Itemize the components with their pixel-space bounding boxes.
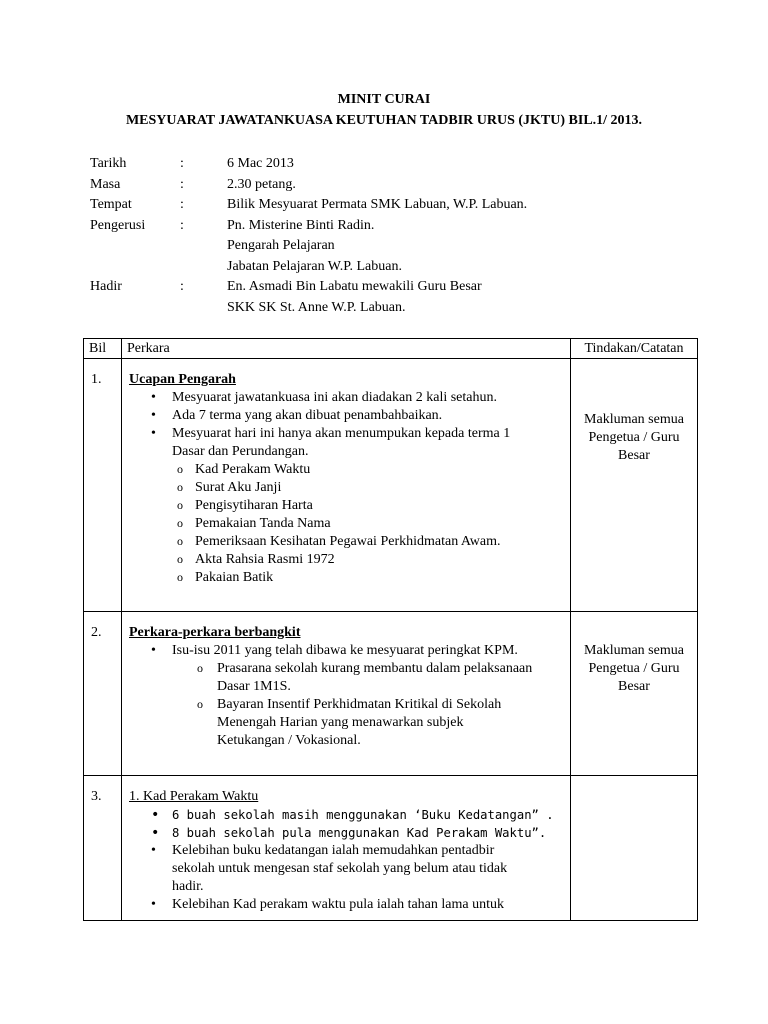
bullet-item: • 8 buah sekolah pula menggunakan Kad Perakam Waktu”. <box>129 824 564 842</box>
bullet-item: • Kelebihan Kad perakam waktu pula ialah tahan lama untuk <box>129 896 564 914</box>
meeting-info <box>90 154 690 324</box>
pengerusi-department: Jabatan Pelajaran W.P. Labuan. <box>227 258 402 274</box>
sub-item: o Pakaian Batik <box>129 569 564 587</box>
row-number: 3. <box>84 776 122 921</box>
row-number: 1. <box>84 359 122 612</box>
row-action <box>571 359 698 612</box>
table-header-row <box>84 339 698 359</box>
bullet-item: • 6 buah sekolah masih menggunakan ‘Buku Kedatangan” . <box>129 806 564 824</box>
sub-item: o Kad Perakam Waktu <box>129 461 564 479</box>
sub-item: o Pemeriksaan Kesihatan Pegawai Perkhidmatan Awam. <box>129 533 564 551</box>
action-line: Besar <box>618 679 650 694</box>
action-line: Pengetua / Guru <box>588 661 680 676</box>
row-content <box>122 612 571 776</box>
hadir-label: Hadir <box>90 279 122 294</box>
sub-item: o Pemakaian Tanda Nama <box>129 515 564 533</box>
bullet-item: • Isu-isu 2011 yang telah dibawa ke mesyuarat peringkat KPM. <box>129 642 564 660</box>
row-content <box>122 359 571 612</box>
sub-item-continuation: Ketukangan / Vokasional. <box>217 733 361 748</box>
sub-item: o Akta Rahsia Rasmi 1972 <box>129 551 564 569</box>
tempat-label: Tempat <box>90 197 132 212</box>
bullet-continuation: sekolah untuk mengesan staf sekolah yang belum atau tidak <box>172 861 508 876</box>
colon: : <box>180 217 184 233</box>
row-action <box>571 612 698 776</box>
table-row <box>84 359 698 612</box>
row-action-empty <box>571 776 698 921</box>
masa-label: Masa <box>90 176 121 192</box>
pengerusi-label: Pengerusi <box>90 217 146 233</box>
minutes-table <box>83 338 698 921</box>
header-perkara: Perkara <box>122 339 571 359</box>
doc-title: MINIT CURAI <box>337 92 431 107</box>
action-line: Makluman semua <box>584 643 684 658</box>
masa-value: 2.30 petang. <box>227 176 296 192</box>
sub-item: o Surat Aku Janji <box>129 479 564 497</box>
pengerusi-position: Pengarah Pelajaran <box>227 238 335 253</box>
bullet-continuation: hadir. <box>172 879 204 894</box>
colon: : <box>180 176 184 192</box>
row-number: 2. <box>84 612 122 776</box>
colon: : <box>180 156 184 171</box>
action-line: Makluman semua <box>584 412 684 427</box>
sub-item-continuation: Menengah Harian yang menawarkan subjek <box>217 715 464 730</box>
bullet-item: • Ada 7 terma yang akan dibuat penambahbaikan. <box>129 407 564 425</box>
bullet-item: • Kelebihan buku kedatangan ialah memudahkan pentadbir <box>129 842 564 860</box>
row-content <box>122 776 571 921</box>
header-tindakan: Tindakan/Catatan <box>571 339 698 359</box>
sub-item: o Pengisytiharan Harta <box>129 497 564 515</box>
hadir-value: En. Asmadi Bin Labatu mewakili Guru Besar <box>227 279 482 294</box>
bullet-continuation: Dasar dan Perundangan. <box>172 444 309 459</box>
section-title: 1. Kad Perakam Waktu <box>129 789 259 804</box>
tarikh-value: 6 Mac 2013 <box>227 156 294 171</box>
colon: : <box>180 197 184 212</box>
action-line: Besar <box>618 448 650 463</box>
header-bil: Bil <box>84 339 122 359</box>
section-title: Ucapan Pengarah <box>129 372 236 387</box>
section-title: Perkara-perkara berbangkit <box>129 625 301 640</box>
sub-item: o Prasarana sekolah kurang membantu dalam pelaksanaan <box>129 660 564 678</box>
table-row <box>84 612 698 776</box>
action-line: Pengetua / Guru <box>588 430 680 445</box>
table-row <box>84 776 698 921</box>
tempat-value: Bilik Mesyuarat Permata SMK Labuan, W.P. Labuan. <box>227 197 528 212</box>
pengerusi-value: Pn. Misterine Binti Radin. <box>227 217 375 233</box>
meeting-title: MESYUARAT JAWATANKUASA KEUTUHAN TADBIR URUS (JKTU) BIL.1/ 2013. <box>125 113 643 128</box>
sub-item-continuation: Dasar 1M1S. <box>217 679 291 694</box>
sub-item: o Bayaran Insentif Perkhidmatan Kritikal di Sekolah <box>129 696 564 714</box>
bullet-item: • Mesyuarat jawatankuasa ini akan diadakan 2 kali setahun. <box>129 389 564 407</box>
hadir-school: SKK SK St. Anne W.P. Labuan. <box>227 299 406 315</box>
colon: : <box>180 279 184 294</box>
tarikh-label: Tarikh <box>90 156 127 171</box>
bullet-item: • Mesyuarat hari ini hanya akan menumpukan kepada terma 1 <box>129 425 564 443</box>
